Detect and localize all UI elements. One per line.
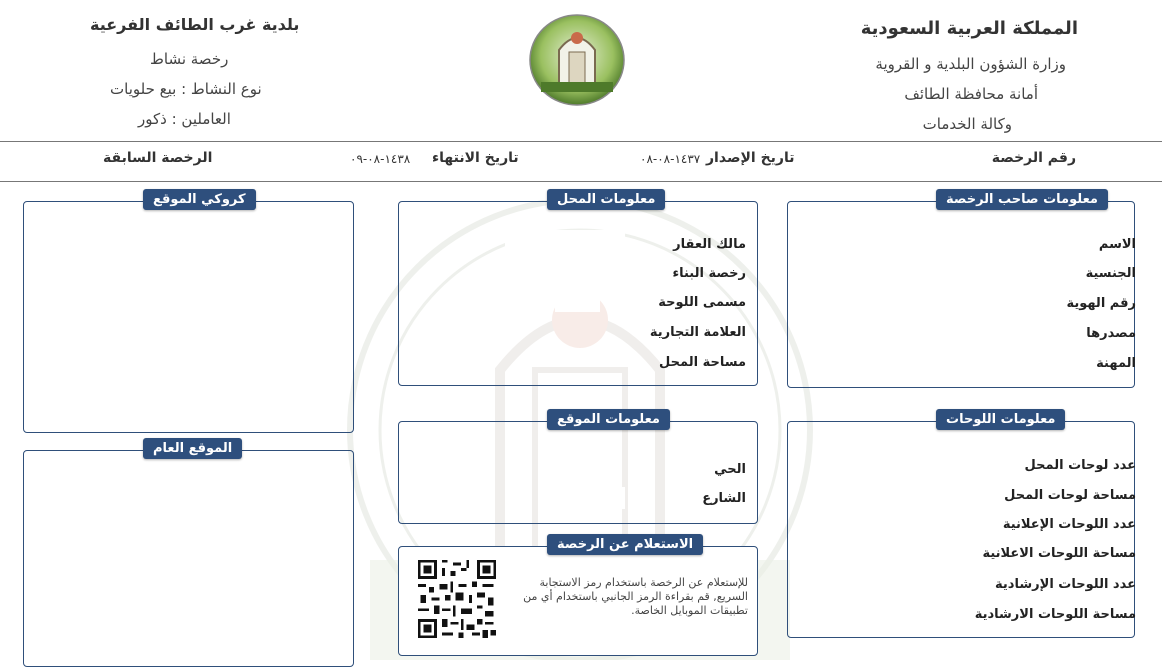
- qr-code-icon[interactable]: [418, 560, 496, 638]
- general-location-title: الموقع العام: [143, 438, 242, 459]
- ad-signs-count-label: عدد اللوحات الإعلانية: [1002, 517, 1136, 532]
- municipality-logo-icon: [527, 12, 627, 108]
- redacted-value: [505, 230, 625, 252]
- agency-name: وكالة الخدمات: [922, 115, 1012, 133]
- expiry-date-label: تاريخ الانتهاء: [432, 150, 519, 166]
- workers-gender: العاملين : ذكور: [138, 110, 231, 128]
- owner-id-source-label: مصدرها: [1086, 326, 1136, 341]
- owner-name-label: الاسم: [1098, 237, 1136, 252]
- license-number-label: رقم الرخصة: [991, 150, 1076, 166]
- shop-info-title: معلومات المحل: [547, 189, 665, 210]
- owner-nationality-label: الجنسية: [1085, 266, 1136, 281]
- property-owner-label: مالك العقار: [673, 237, 746, 252]
- inquiry-instructions: للإستعلام عن الرخصة باستخدام رمز الاستجابة السريع, قم بقراءة الرمز الجانبي باستخدام أي من تطبيقات الموبايل الخاصة.: [523, 576, 748, 617]
- divider-bottom: [0, 181, 1162, 182]
- signs-info-title: معلومات اللوحات: [936, 409, 1065, 430]
- owner-info-title: معلومات صاحب الرخصة: [936, 189, 1108, 210]
- guide-signs-count-label: عدد اللوحات الإرشادية: [995, 577, 1136, 592]
- issue-date-label: تاريخ الإصدار: [706, 150, 795, 166]
- site-sketch-title: كروكي الموقع: [143, 189, 256, 210]
- building-permit-label: رخصة البناء: [672, 266, 746, 281]
- district-label: الحي: [714, 462, 746, 477]
- street-label: الشارع: [702, 491, 746, 506]
- redacted-value: [540, 487, 625, 509]
- municipality-name: أمانة محافظة الطائف: [904, 85, 1038, 103]
- site-sketch-panel: [23, 201, 354, 433]
- activity-type: نوع النشاط : بيع حلويات: [110, 80, 262, 98]
- location-info-title: معلومات الموقع: [547, 409, 670, 430]
- country-title: المملكة العربية السعودية: [860, 18, 1078, 39]
- sign-name-label: مسمى اللوحة: [658, 295, 746, 310]
- license-type: رخصة نشاط: [150, 50, 229, 68]
- redacted-value: [565, 455, 605, 475]
- ad-signs-area-label: مساحة اللوحات الاعلانية: [982, 546, 1136, 561]
- ministry-name: وزارة الشؤون البلدية و القروية: [875, 55, 1066, 73]
- divider-top: [0, 141, 1162, 142]
- expiry-date-value: ١٤٣٨-٠٨-٠٩: [350, 152, 411, 166]
- shop-signs-count-label: عدد لوحات المحل: [1024, 458, 1136, 473]
- owner-profession-label: المهنة: [1096, 356, 1136, 371]
- issue-date-value: ١٤٣٧-٠٨-٠٨: [640, 152, 701, 166]
- shop-area-label: مساحة المحل: [659, 355, 746, 370]
- trademark-label: العلامة التجارية: [649, 325, 746, 340]
- owner-id-label: رقم الهوية: [1066, 296, 1136, 311]
- guide-signs-area-label: مساحة اللوحات الارشادية: [974, 607, 1136, 622]
- branch-municipality: بلدية غرب الطائف الفرعية: [90, 15, 300, 34]
- general-location-panel: [23, 450, 354, 667]
- previous-license-label: الرخصة السابقة: [103, 150, 213, 166]
- inquiry-title: الاستعلام عن الرخصة: [547, 534, 703, 555]
- owner-info-panel: [787, 201, 1135, 388]
- shop-signs-area-label: مساحة لوحات المحل: [1004, 488, 1136, 503]
- redacted-value: [555, 290, 600, 312]
